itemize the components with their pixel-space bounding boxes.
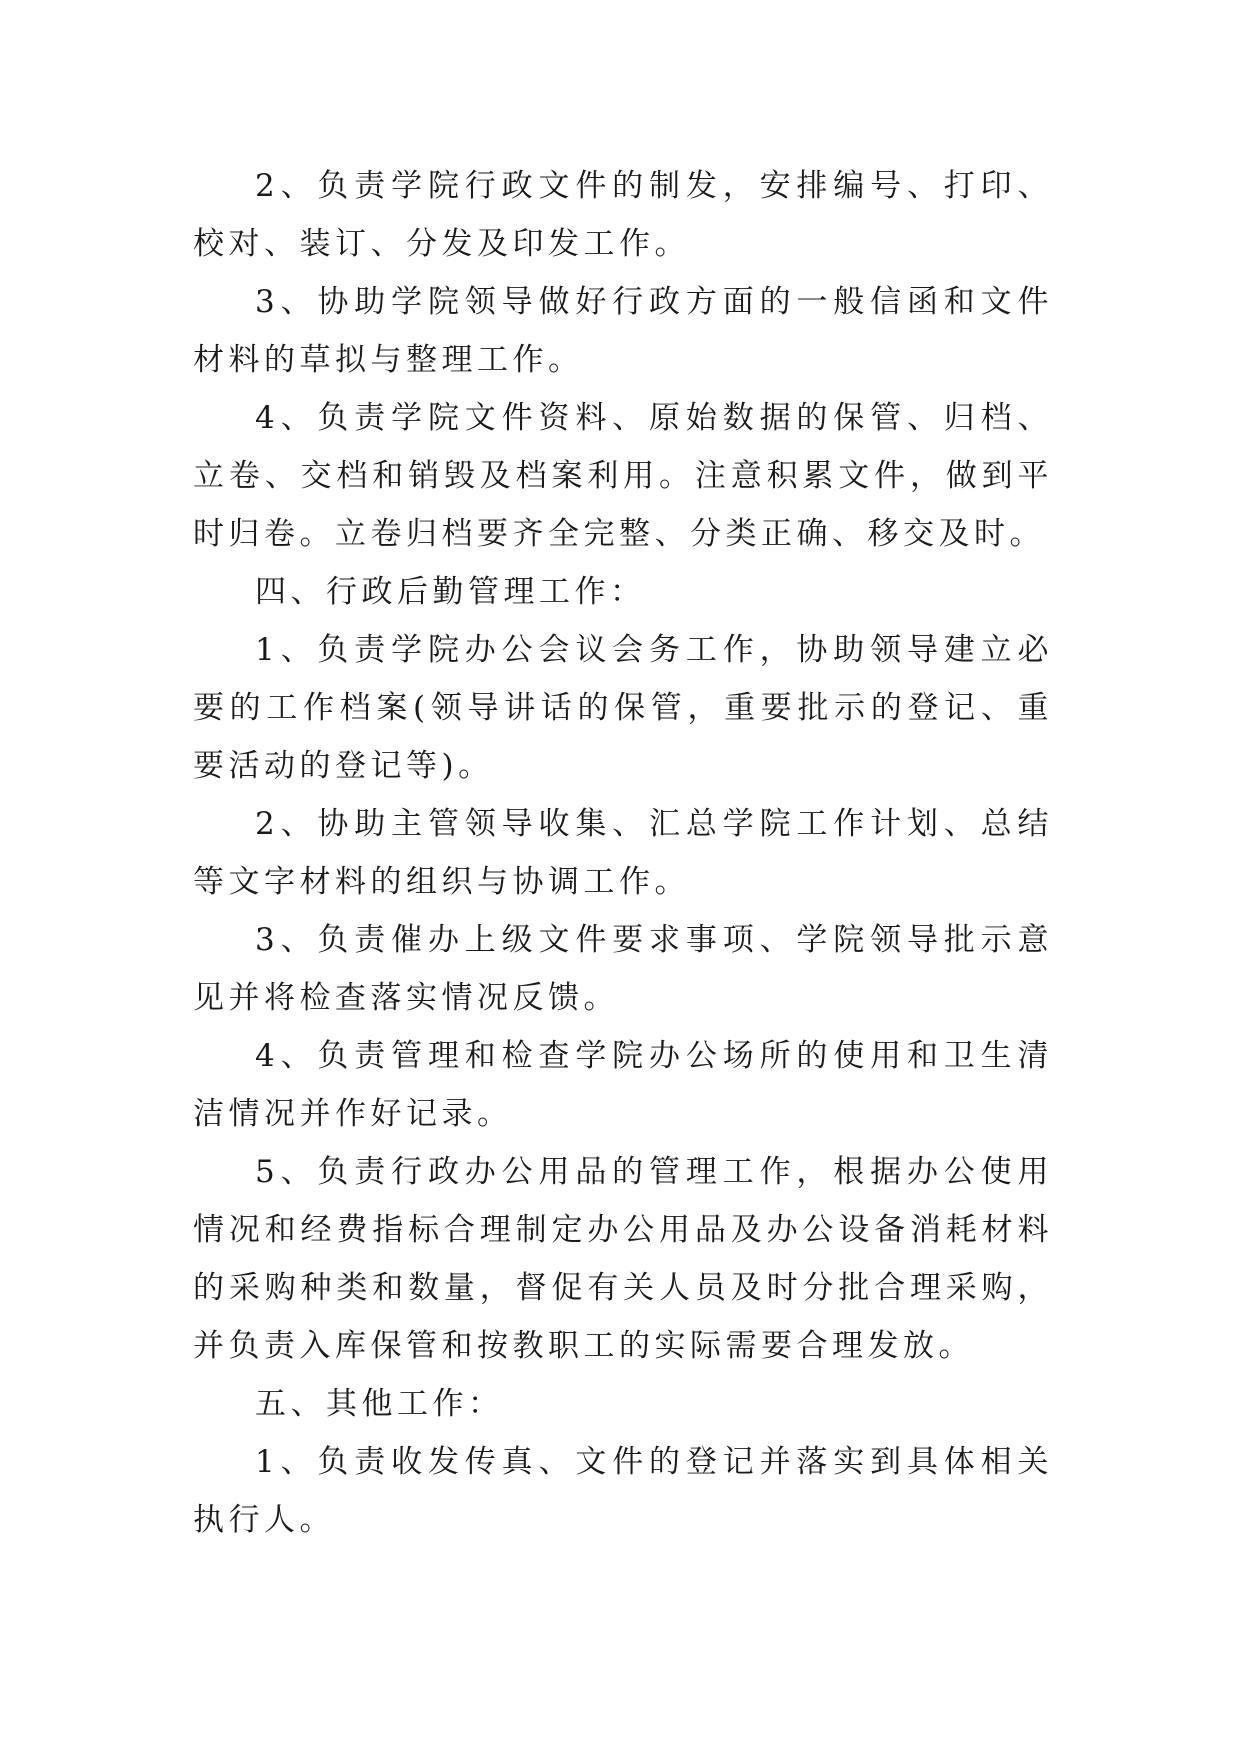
section-heading: 四、行政后勤管理工作： bbox=[255, 574, 646, 610]
paragraph: 4、负责学院文件资料、原始数据的保管、归档、立卷、交档和销毁及档案利用。注意积累文件，做到平时归卷。立卷归档要齐全完整、分类正确、移交及时。 bbox=[193, 400, 1053, 552]
paragraph: 2、负责学院行政文件的制发，安排编号、打印、校对、装订、分发及印发工作。 bbox=[193, 168, 1053, 262]
document-body bbox=[193, 157, 1053, 1549]
paragraph: 3、负责催办上级文件要求事项、学院领导批示意见并将检查落实情况反馈。 bbox=[193, 922, 1053, 1016]
paragraph: 1、负责收发传真、文件的登记并落实到具体相关执行人。 bbox=[193, 1444, 1053, 1538]
paragraph: 3、协助学院领导做好行政方面的一般信函和文件材料的草拟与整理工作。 bbox=[193, 284, 1053, 378]
paragraph: 2、协助主管领导收集、汇总学院工作计划、总结等文字材料的组织与协调工作。 bbox=[193, 806, 1053, 900]
section-heading: 五、其他工作： bbox=[255, 1386, 504, 1422]
paragraph: 1、负责学院办公会议会务工作，协助领导建立必要的工作档案(领导讲话的保管，重要批示的登记、重要活动的登记等)。 bbox=[193, 632, 1053, 784]
paragraph: 5、负责行政办公用品的管理工作，根据办公使用情况和经费指标合理制定办公用品及办公设备消耗材料的采购种类和数量，督促有关人员及时分批合理采购，并负责入库保管和按教职工的实际需要合理发放。 bbox=[193, 1154, 1053, 1364]
paragraph: 4、负责管理和检查学院办公场所的使用和卫生清洁情况并作好记录。 bbox=[193, 1038, 1053, 1132]
